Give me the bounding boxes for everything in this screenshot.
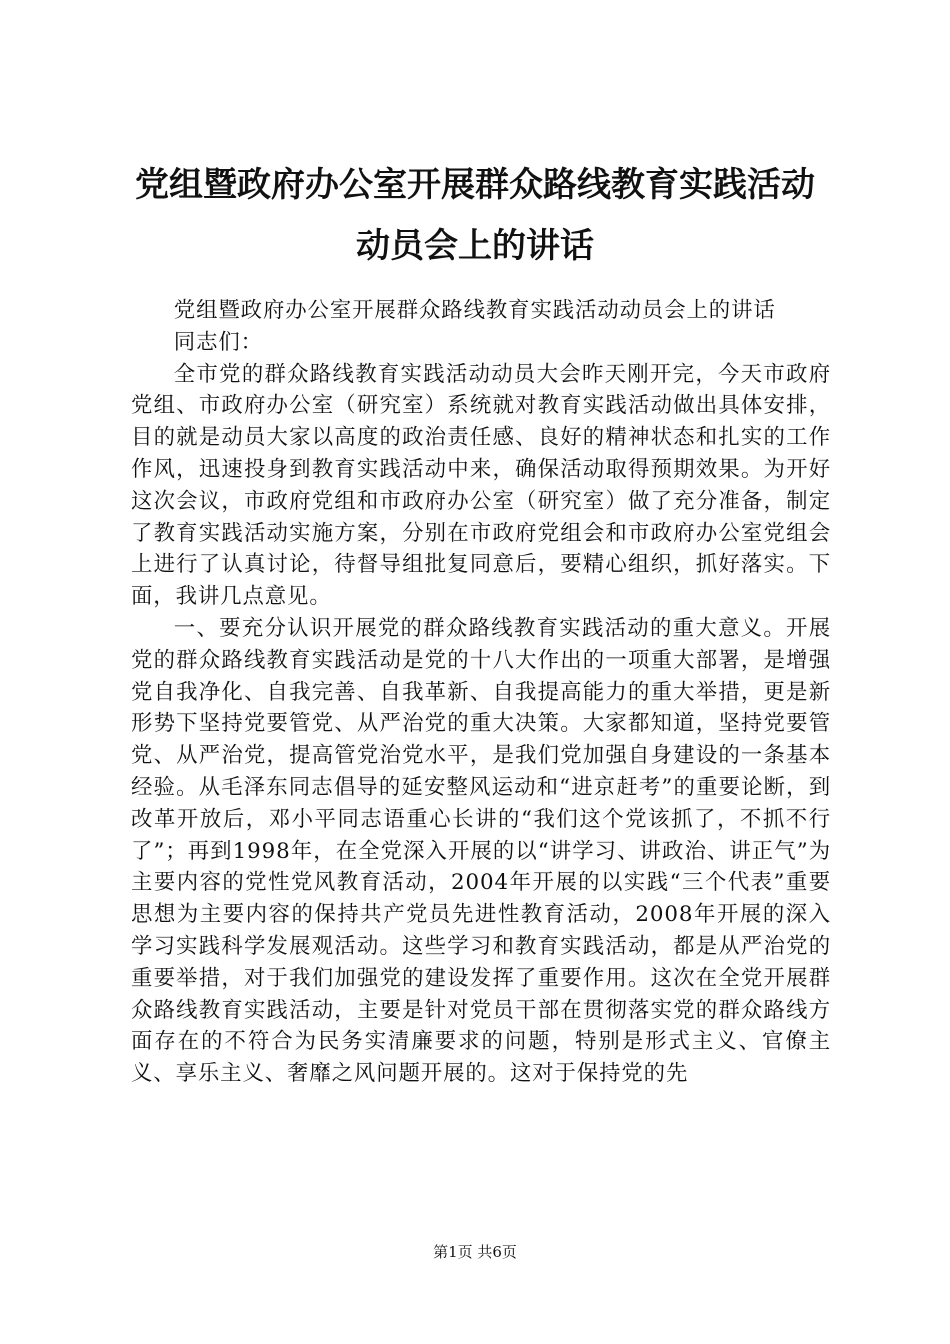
body-paragraph: 一、要充分认识开展党的群众路线教育实践活动的重大意义。开展党的群众路线教育实践活动是党的十八大作出的一项重大部署，是增强党自我净化、自我完善、自我革新、自我提高能力的重大举措，更是新形势下坚持党要管党、从严治党的重大决策。大家都知道，坚持党要管党、从严治党，提高管党治党水平，是我们党加强自身建设的一条基本经验。从毛泽东同志倡导的延安整风运动和“进京赶考”的重要论断，到改革开放后，邓小平同志语重心长讲的“我们这个党该抓了，不抓不行了”；再到1998年，在全党深入开展的以“讲学习、讲政治、讲正气”为主要内容的党性党风教育活动，2004年开展的以实践“三个代表”重要思想为主要内容的保持共产党员先进性教育活动，2008年开展的深入学习实践科学发展观活动。这些学习和教育实践活动，都是从严治党的重要举措，对于我们加强党的建设发挥了重要作用。这次在全党开展群众路线教育实践活动，主要是针对党员干部在贯彻落实党的群众路线方面存在的不符合为民务实清廉要求的问题，特别是形式主义、官僚主义、享乐主义、奢靡之风问题开展的。这对于保持党的先 xyxy=(131,615,831,1087)
document-title-line-2: 动员会上的讲话 xyxy=(356,226,594,266)
body-paragraph: 全市党的群众路线教育实践活动动员大会昨天刚开完，今天市政府党组、市政府办公室（研究室）系统就对教育实践活动做出具体安排，目的就是动员大家以高度的政治责任感、良好的精神状态和扎实的工作作风，迅速投身到教育实践活动中来，确保活动取得预期效果。为开好这次会议，市政府党组和市政府办公室（研究室）做了充分准备，制定了教育实践活动实施方案，分别在市政府党组会和市政府办公室党组会上进行了认真讨论，待督导组批复同意后，要精心组织，抓好落实。下面，我讲几点意见。 xyxy=(131,361,831,610)
body-paragraph-salutation: 同志们： xyxy=(173,329,263,355)
document-title-line-1: 党组暨政府办公室开展群众路线教育实践活动 xyxy=(135,165,815,205)
document-body xyxy=(131,295,831,1090)
body-paragraph-subtitle: 党组暨政府办公室开展群众路线教育实践活动动员会上的讲话 xyxy=(173,298,776,323)
page-number-footer: 第1页 共6页 xyxy=(433,1243,517,1261)
